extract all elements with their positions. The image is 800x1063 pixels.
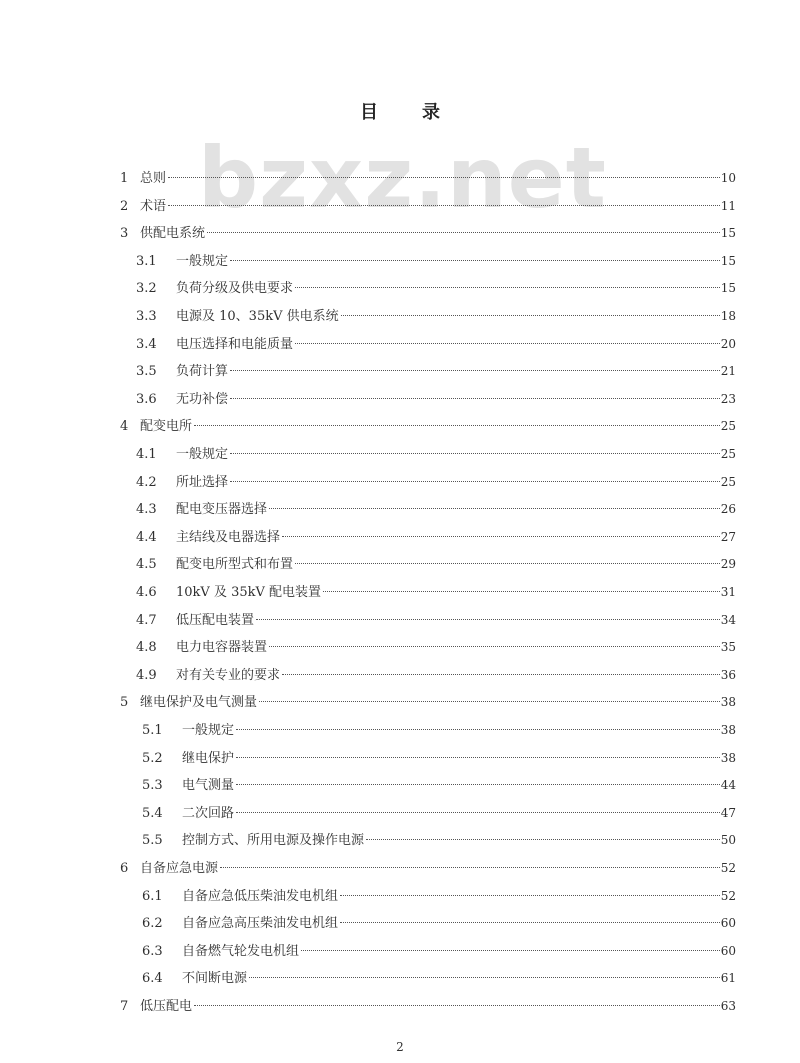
toc-entry-number: 4 xyxy=(120,419,129,435)
toc-entry[interactable] xyxy=(136,357,736,385)
toc-entry-label: 自备应急高压柴油发电机组 xyxy=(182,916,339,932)
toc-dot-leader xyxy=(323,591,720,592)
toc-entry-page: 47 xyxy=(720,805,736,820)
toc-entry-page: 38 xyxy=(720,695,736,710)
toc-entry-label: 电力电容器装置 xyxy=(176,640,268,656)
toc-entry-label: 对有关专业的要求 xyxy=(176,667,281,683)
toc-entry-page: 44 xyxy=(720,778,736,793)
title-char-2: 录 xyxy=(422,102,440,123)
toc-dot-leader xyxy=(256,619,720,620)
toc-entry[interactable] xyxy=(142,716,736,744)
toc-entry-number: 3 xyxy=(120,226,129,242)
toc-dot-leader xyxy=(269,646,720,647)
toc-entry-label: 控制方式、所用电源及操作电源 xyxy=(182,833,365,849)
toc-entry-number: 4.7 xyxy=(136,612,157,628)
toc-entry-page: 60 xyxy=(720,916,736,931)
toc-entry-label: 低压配电 xyxy=(140,999,193,1014)
toc-entry-page: 25 xyxy=(720,419,736,434)
toc-entry-number: 3.6 xyxy=(136,391,157,407)
toc-dot-leader xyxy=(194,1005,720,1006)
toc-entry[interactable] xyxy=(136,247,736,275)
toc-entry[interactable] xyxy=(136,274,736,302)
toc-entry-page: 21 xyxy=(720,364,736,379)
toc-entry-label: 自备应急电源 xyxy=(140,861,219,876)
toc-entry-number: 3.1 xyxy=(136,253,157,269)
toc-entry-page: 15 xyxy=(720,281,736,296)
toc-entry[interactable] xyxy=(142,937,736,965)
toc-dot-leader xyxy=(168,177,720,178)
toc-entry-number: 4.6 xyxy=(136,585,157,600)
toc-entry[interactable] xyxy=(136,550,736,578)
toc-entry-label: 负荷计算 xyxy=(176,364,229,380)
toc-dot-leader xyxy=(236,812,720,813)
toc-dot-leader xyxy=(230,260,720,261)
toc-entry-number: 6 xyxy=(120,861,129,876)
toc-entry-page: 36 xyxy=(720,667,736,682)
toc-entry-number: 4.5 xyxy=(136,557,157,573)
toc-dot-leader xyxy=(168,205,720,206)
toc-entry-label: 电压选择和电能质量 xyxy=(176,336,294,352)
toc-entry[interactable] xyxy=(120,164,736,192)
toc-entry[interactable] xyxy=(142,799,736,827)
toc-entry-label: 一般规定 xyxy=(176,253,229,269)
toc-dot-leader xyxy=(295,563,720,564)
toc-dot-leader xyxy=(236,784,720,785)
toc-entry-number: 6.4 xyxy=(142,971,163,987)
toc-entry[interactable] xyxy=(120,192,736,220)
toc-dot-leader xyxy=(249,977,720,978)
toc-entry[interactable] xyxy=(120,854,736,882)
toc-entry-number: 5.1 xyxy=(142,723,163,738)
toc-entry-page: 18 xyxy=(720,309,736,323)
toc-entry-number: 4.2 xyxy=(136,474,157,490)
toc-entry[interactable] xyxy=(120,412,736,440)
toc-dot-leader xyxy=(230,398,720,399)
toc-dot-leader xyxy=(366,839,720,840)
toc-entry[interactable] xyxy=(142,744,736,772)
toc-entry-label: 总则 xyxy=(140,171,167,186)
toc-dot-leader xyxy=(340,895,720,896)
toc-entry-label: 一般规定 xyxy=(182,723,235,738)
toc-entry-page: 11 xyxy=(720,198,736,213)
toc-entry[interactable] xyxy=(120,219,736,247)
toc-entry[interactable] xyxy=(136,578,736,606)
toc-entry-page: 20 xyxy=(720,336,736,351)
toc-entry-label: 继电保护 xyxy=(182,750,235,766)
toc-entry-page: 25 xyxy=(720,447,736,461)
toc-entry-page: 38 xyxy=(720,723,736,737)
toc-entry-label: 不间断电源 xyxy=(182,971,248,987)
toc-entry[interactable] xyxy=(136,661,736,689)
toc-entry[interactable] xyxy=(142,826,736,854)
toc-entry-page: 38 xyxy=(720,750,736,765)
toc-entry[interactable] xyxy=(136,633,736,661)
toc-entry-number: 3.3 xyxy=(136,309,157,324)
page-number: 2 xyxy=(396,1040,404,1054)
toc-entry-page: 61 xyxy=(720,971,736,986)
toc-entry-number: 4.8 xyxy=(136,640,157,656)
toc-entry-number: 5.4 xyxy=(142,805,163,821)
toc-entry-label: 电源及 10、35kV 供电系统 xyxy=(176,309,339,324)
toc-entry-label: 低压配电装置 xyxy=(176,612,255,628)
toc-entry-page: 26 xyxy=(720,502,736,517)
toc-entry[interactable] xyxy=(136,385,736,413)
toc-entry-number: 3.5 xyxy=(136,364,157,380)
toc-entry-label: 无功补偿 xyxy=(176,391,229,407)
toc-entry[interactable] xyxy=(120,688,736,716)
toc-entry-page: 15 xyxy=(720,226,736,241)
toc-entry-label: 继电保护及电气测量 xyxy=(140,695,258,711)
toc-dot-leader xyxy=(207,232,720,233)
toc-entry-number: 7 xyxy=(120,999,129,1014)
toc-entry-page: 50 xyxy=(720,833,736,848)
toc-entry-label: 负荷分级及供电要求 xyxy=(176,281,294,297)
toc-entry-page: 60 xyxy=(720,943,736,958)
toc-dot-leader xyxy=(230,481,720,482)
toc-dot-leader xyxy=(341,315,720,316)
toc-entry-label: 配电变压器选择 xyxy=(176,502,268,518)
toc-entry-page: 31 xyxy=(720,585,736,599)
toc-entry-label: 自备燃气轮发电机组 xyxy=(182,943,300,959)
toc-dot-leader xyxy=(230,453,720,454)
toc-entry[interactable] xyxy=(120,992,736,1020)
toc-entry-label: 10kV 及 35kV 配电装置 xyxy=(176,585,322,600)
toc-entry[interactable] xyxy=(136,495,736,523)
toc-entry-number: 6.1 xyxy=(142,888,163,904)
toc-entry-number: 3.2 xyxy=(136,281,157,297)
toc-entry-label: 电气测量 xyxy=(182,778,235,794)
toc-dot-leader xyxy=(230,370,720,371)
toc-entry-number: 5.2 xyxy=(142,750,163,766)
toc-entry-page: 63 xyxy=(720,999,736,1013)
toc-entry-number: 4.1 xyxy=(136,447,157,462)
toc-entry-number: 4.3 xyxy=(136,502,157,518)
toc-entry-page: 23 xyxy=(720,391,736,406)
toc-entry-label: 自备应急低压柴油发电机组 xyxy=(182,888,339,904)
toc-entry-number: 6.3 xyxy=(142,943,163,959)
toc-dot-leader xyxy=(236,757,720,758)
toc-entry-number: 5.3 xyxy=(142,778,163,794)
toc-entry[interactable] xyxy=(136,302,736,330)
toc-entry-number: 1 xyxy=(120,171,129,186)
toc-entry-label: 配变电所型式和布置 xyxy=(176,557,294,573)
toc-dot-leader xyxy=(220,867,720,868)
page-title xyxy=(0,98,800,124)
toc-entry-number: 4.4 xyxy=(136,529,157,545)
toc-dot-leader xyxy=(295,287,720,288)
toc-dot-leader xyxy=(340,922,720,923)
toc-entry-page: 15 xyxy=(720,253,736,268)
toc-dot-leader xyxy=(295,343,720,344)
toc-entry[interactable] xyxy=(142,882,736,910)
toc-entry-page: 35 xyxy=(720,640,736,655)
toc-entry-label: 一般规定 xyxy=(176,447,229,462)
toc-entry-number: 5 xyxy=(120,695,129,711)
toc-dot-leader xyxy=(269,508,720,509)
toc-dot-leader xyxy=(282,536,720,537)
toc-entry-label: 术语 xyxy=(140,198,167,214)
toc-entry-number: 4.9 xyxy=(136,667,157,683)
toc-dot-leader xyxy=(301,950,720,951)
toc-entry[interactable] xyxy=(142,771,736,799)
toc-dot-leader xyxy=(236,729,720,730)
toc-entry-page: 34 xyxy=(720,612,736,627)
toc-entry[interactable] xyxy=(136,330,736,358)
toc-dot-leader xyxy=(194,425,720,426)
toc-entry-page: 52 xyxy=(720,861,736,875)
toc-entry-number: 2 xyxy=(120,198,129,214)
toc-dot-leader xyxy=(282,674,720,675)
toc-entry-page: 27 xyxy=(720,529,736,544)
toc-entry[interactable] xyxy=(142,909,736,937)
toc-entry-number: 6.2 xyxy=(142,916,163,932)
toc-entry-label: 配变电所 xyxy=(140,419,193,435)
toc-entry-label: 所址选择 xyxy=(176,474,229,490)
toc-entry-page: 25 xyxy=(720,474,736,489)
toc-entry-page: 29 xyxy=(720,557,736,572)
toc-entry-label: 二次回路 xyxy=(182,805,235,821)
toc-entry-number: 5.5 xyxy=(142,833,163,849)
toc-entry-page: 10 xyxy=(720,171,736,185)
toc-entry[interactable] xyxy=(142,964,736,992)
toc-entry[interactable] xyxy=(136,606,736,634)
toc-entry[interactable] xyxy=(136,468,736,496)
toc-entry-page: 52 xyxy=(720,888,736,903)
toc-entry-label: 主结线及电器选择 xyxy=(176,529,281,545)
toc-entry[interactable] xyxy=(136,523,736,551)
toc-entry[interactable] xyxy=(136,440,736,468)
toc-dot-leader xyxy=(259,701,720,702)
toc-entry-number: 3.4 xyxy=(136,336,157,352)
watermark: bzxz.net xyxy=(198,129,607,227)
toc-entry-label: 供配电系统 xyxy=(140,226,206,242)
title-char-1: 目 xyxy=(360,102,378,123)
